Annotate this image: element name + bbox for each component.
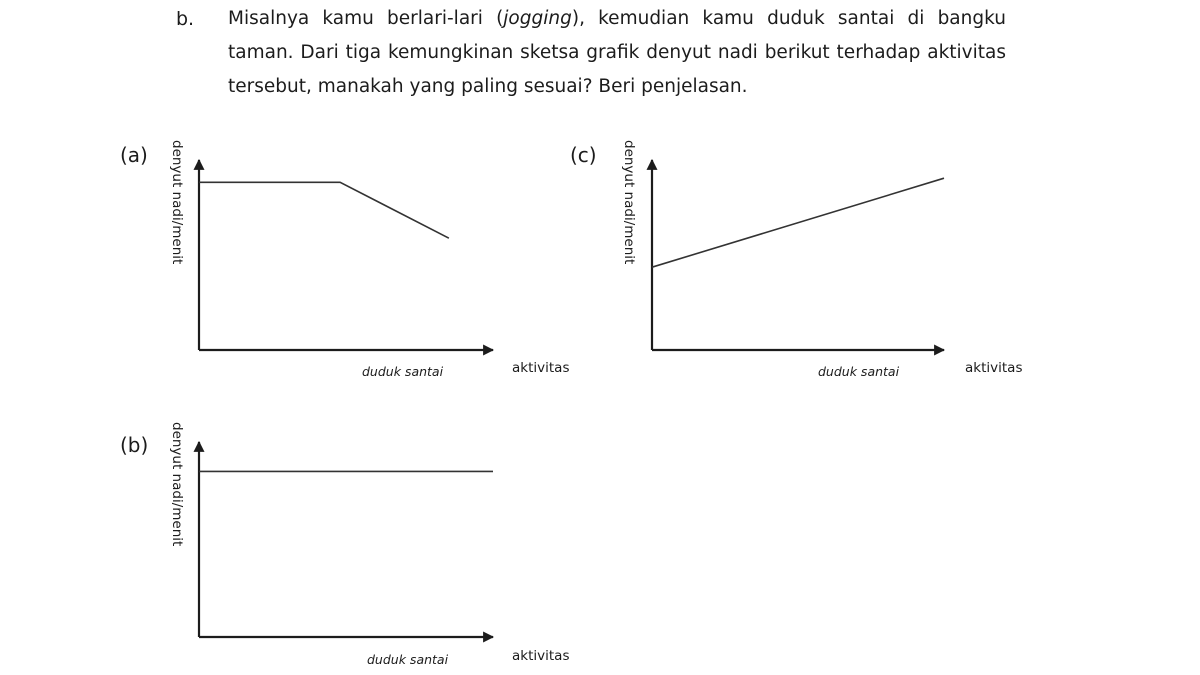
chart-a-annotation: duduk santai [362, 364, 444, 379]
chart-c-annotation: duduk santai [818, 364, 900, 379]
question-text-italic: jogging [503, 8, 572, 29]
chart-c-series-line-1 [652, 178, 944, 267]
chart-b-annotation: duduk santai [367, 652, 449, 667]
chart-c-panel-label: (c) [570, 143, 597, 167]
chart-b-x-label: aktivitas [512, 648, 570, 664]
question-text-part-1: Misalnya kamu berlari-lari ( [228, 8, 504, 29]
chart-b-panel-label: (b) [120, 433, 149, 457]
chart-c [570, 140, 1022, 379]
chart-b [120, 422, 569, 667]
chart-a-y-label: denyut nadi/menit [169, 140, 185, 265]
chart-a [120, 140, 569, 379]
chart-a-x-label: aktivitas [512, 360, 570, 376]
question-text-part-2: ), kemudian kamu duduk santai di bangku taman. Dari tiga kemungkinan sketsa grafik denyut nadi berikut terhadap aktivitas tersebut, manakah yang paling sesuai? Beri penjelasan. [228, 8, 1006, 97]
chart-a-series-line-1 [199, 182, 449, 238]
chart-c-x-label: aktivitas [965, 360, 1023, 376]
chart-b-y-label: denyut nadi/menit [169, 422, 185, 547]
chart-a-panel-label: (a) [120, 143, 148, 167]
question-marker: b. [176, 8, 195, 30]
chart-c-y-label: denyut nadi/menit [621, 140, 637, 265]
